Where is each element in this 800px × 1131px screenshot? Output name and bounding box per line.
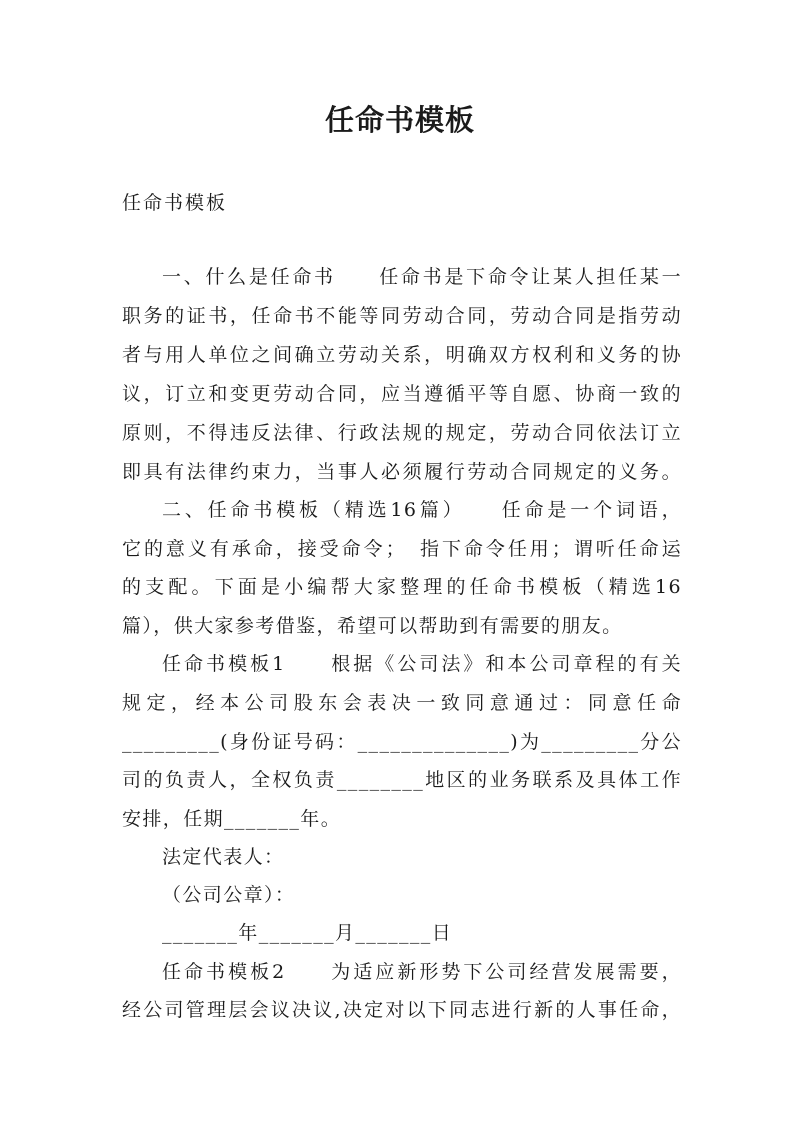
paragraph-line: 任命书模板2 为适应新形势下公司经营发展需要， <box>162 961 682 983</box>
paragraph-line: 职务的证书，任命书不能等同劳动合同，劳动合同是指劳动 <box>122 305 682 327</box>
paragraph-line: 议，订立和变更劳动合同，应当遵循平等自愿、协商一致的 <box>122 383 682 405</box>
paragraph-line: 经公司管理层会议决议,决定对以下同志进行新的人事任命， <box>122 999 682 1021</box>
company-seal-line: （公司公章）： <box>162 884 296 906</box>
paragraph-line: 司的负责人，全权负责________地区的业务联系及具体工作 <box>122 769 682 791</box>
paragraph-line: 原则，不得违反法律、行政法规的规定，劳动合同依法订立 <box>122 422 682 444</box>
document-title: 任命书模板 <box>324 103 475 137</box>
paragraph-line: 规定，经本公司股东会表决一致同意通过：同意任命 <box>122 692 682 714</box>
paragraph-line: 二、任命书模板（精选16篇） 任命是一个词语， <box>162 499 682 521</box>
paragraph-line: 即具有法律约束力，当事人必须履行劳动合同规定的义务。 <box>122 461 682 483</box>
date-line: _______年_______月_______日 <box>162 922 453 944</box>
paragraph-line: 篇），供大家参考借鉴，希望可以帮助到有需要的朋友。 <box>122 615 623 637</box>
document-subtitle: 任命书模板 <box>122 192 228 214</box>
paragraph-line: 它的意义有承命，接受命令； 指下命令任用；谓听任命运 <box>122 538 682 560</box>
paragraph-line: 一、什么是任命书 任命书是下命令让某人担任某一 <box>162 266 682 288</box>
paragraph-line: _________(身份证号码：______________)为_________分公 <box>122 731 682 753</box>
paragraph-line: 者与用人单位之间确立劳动关系，明确双方权利和义务的协 <box>122 344 682 366</box>
paragraph-line: 任命书模板1 根据《公司法》和本公司章程的有关 <box>162 653 682 675</box>
paragraph-line: 安排，任期_______年。 <box>122 808 342 830</box>
paragraph-line: 的支配。下面是小编帮大家整理的任命书模板（精选16 <box>122 576 682 598</box>
legal-representative-line: 法定代表人： <box>162 846 285 868</box>
